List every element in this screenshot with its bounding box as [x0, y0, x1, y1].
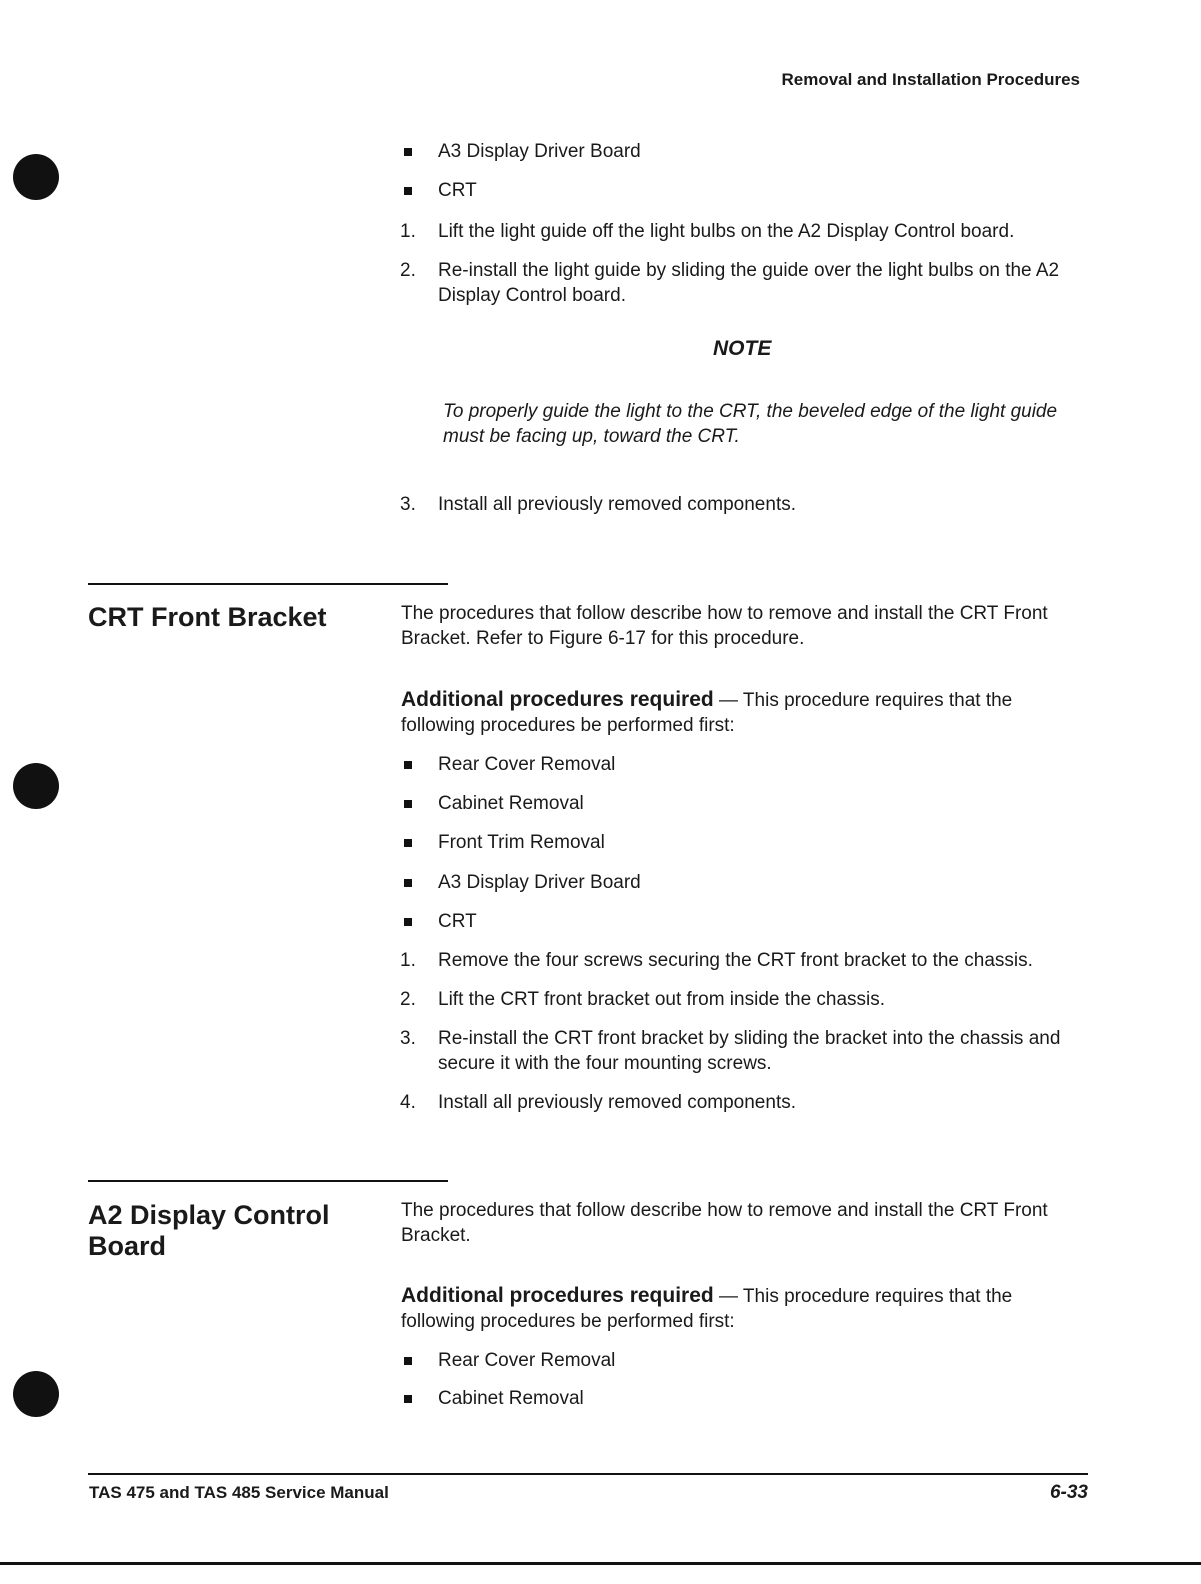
bullet-icon: [404, 918, 412, 926]
section-title-a2-display-control-board: A2 Display Control Board: [88, 1200, 330, 1261]
bullet-icon: [404, 761, 412, 769]
section-rule: [88, 583, 448, 585]
bullet-icon: [404, 148, 412, 156]
section-rule: [88, 1180, 448, 1182]
bullet-icon: [404, 1357, 412, 1365]
section-intro: The procedures that follow describe how to remove and install the CRT Front Bracket. Refer to Figure 6-17 for this procedure.: [401, 603, 1048, 649]
binder-hole-top: [13, 154, 59, 200]
binder-hole-middle: [13, 763, 59, 809]
footer-manual-title: TAS 475 and TAS 485 Service Manual: [89, 1483, 389, 1502]
bullet-icon: [404, 187, 412, 195]
note-title: NOTE: [713, 337, 772, 360]
additional-procedures-label: Additional procedures required: [401, 688, 714, 711]
section-title-crt-front-bracket: CRT Front Bracket: [88, 602, 327, 632]
bullet-icon: [404, 800, 412, 808]
additional-procedures-label: Additional procedures required: [401, 1284, 714, 1307]
page-number: 6-33: [1049, 1482, 1088, 1503]
binder-hole-bottom: [13, 1371, 59, 1417]
scan-edge: [0, 1562, 1201, 1565]
footer-rule: [88, 1473, 1088, 1475]
additional-procedures: Additional procedures required — This procedure requires that the following procedures be performed first:: [401, 688, 1013, 736]
bullet-icon: [404, 1395, 412, 1403]
note-text: To properly guide the light to the CRT, the beveled edge of the light guide must be facing up, toward the CRT.: [443, 401, 1058, 447]
additional-procedures: Additional procedures required — This procedure requires that the following procedures be performed first:: [401, 1284, 1013, 1332]
bullet-icon: [404, 879, 412, 887]
running-header: Removal and Installation Procedures: [781, 70, 1080, 89]
section-intro: The procedures that follow describe how to remove and install the CRT Front Bracket.: [401, 1200, 1048, 1246]
bullet-icon: [404, 839, 412, 847]
